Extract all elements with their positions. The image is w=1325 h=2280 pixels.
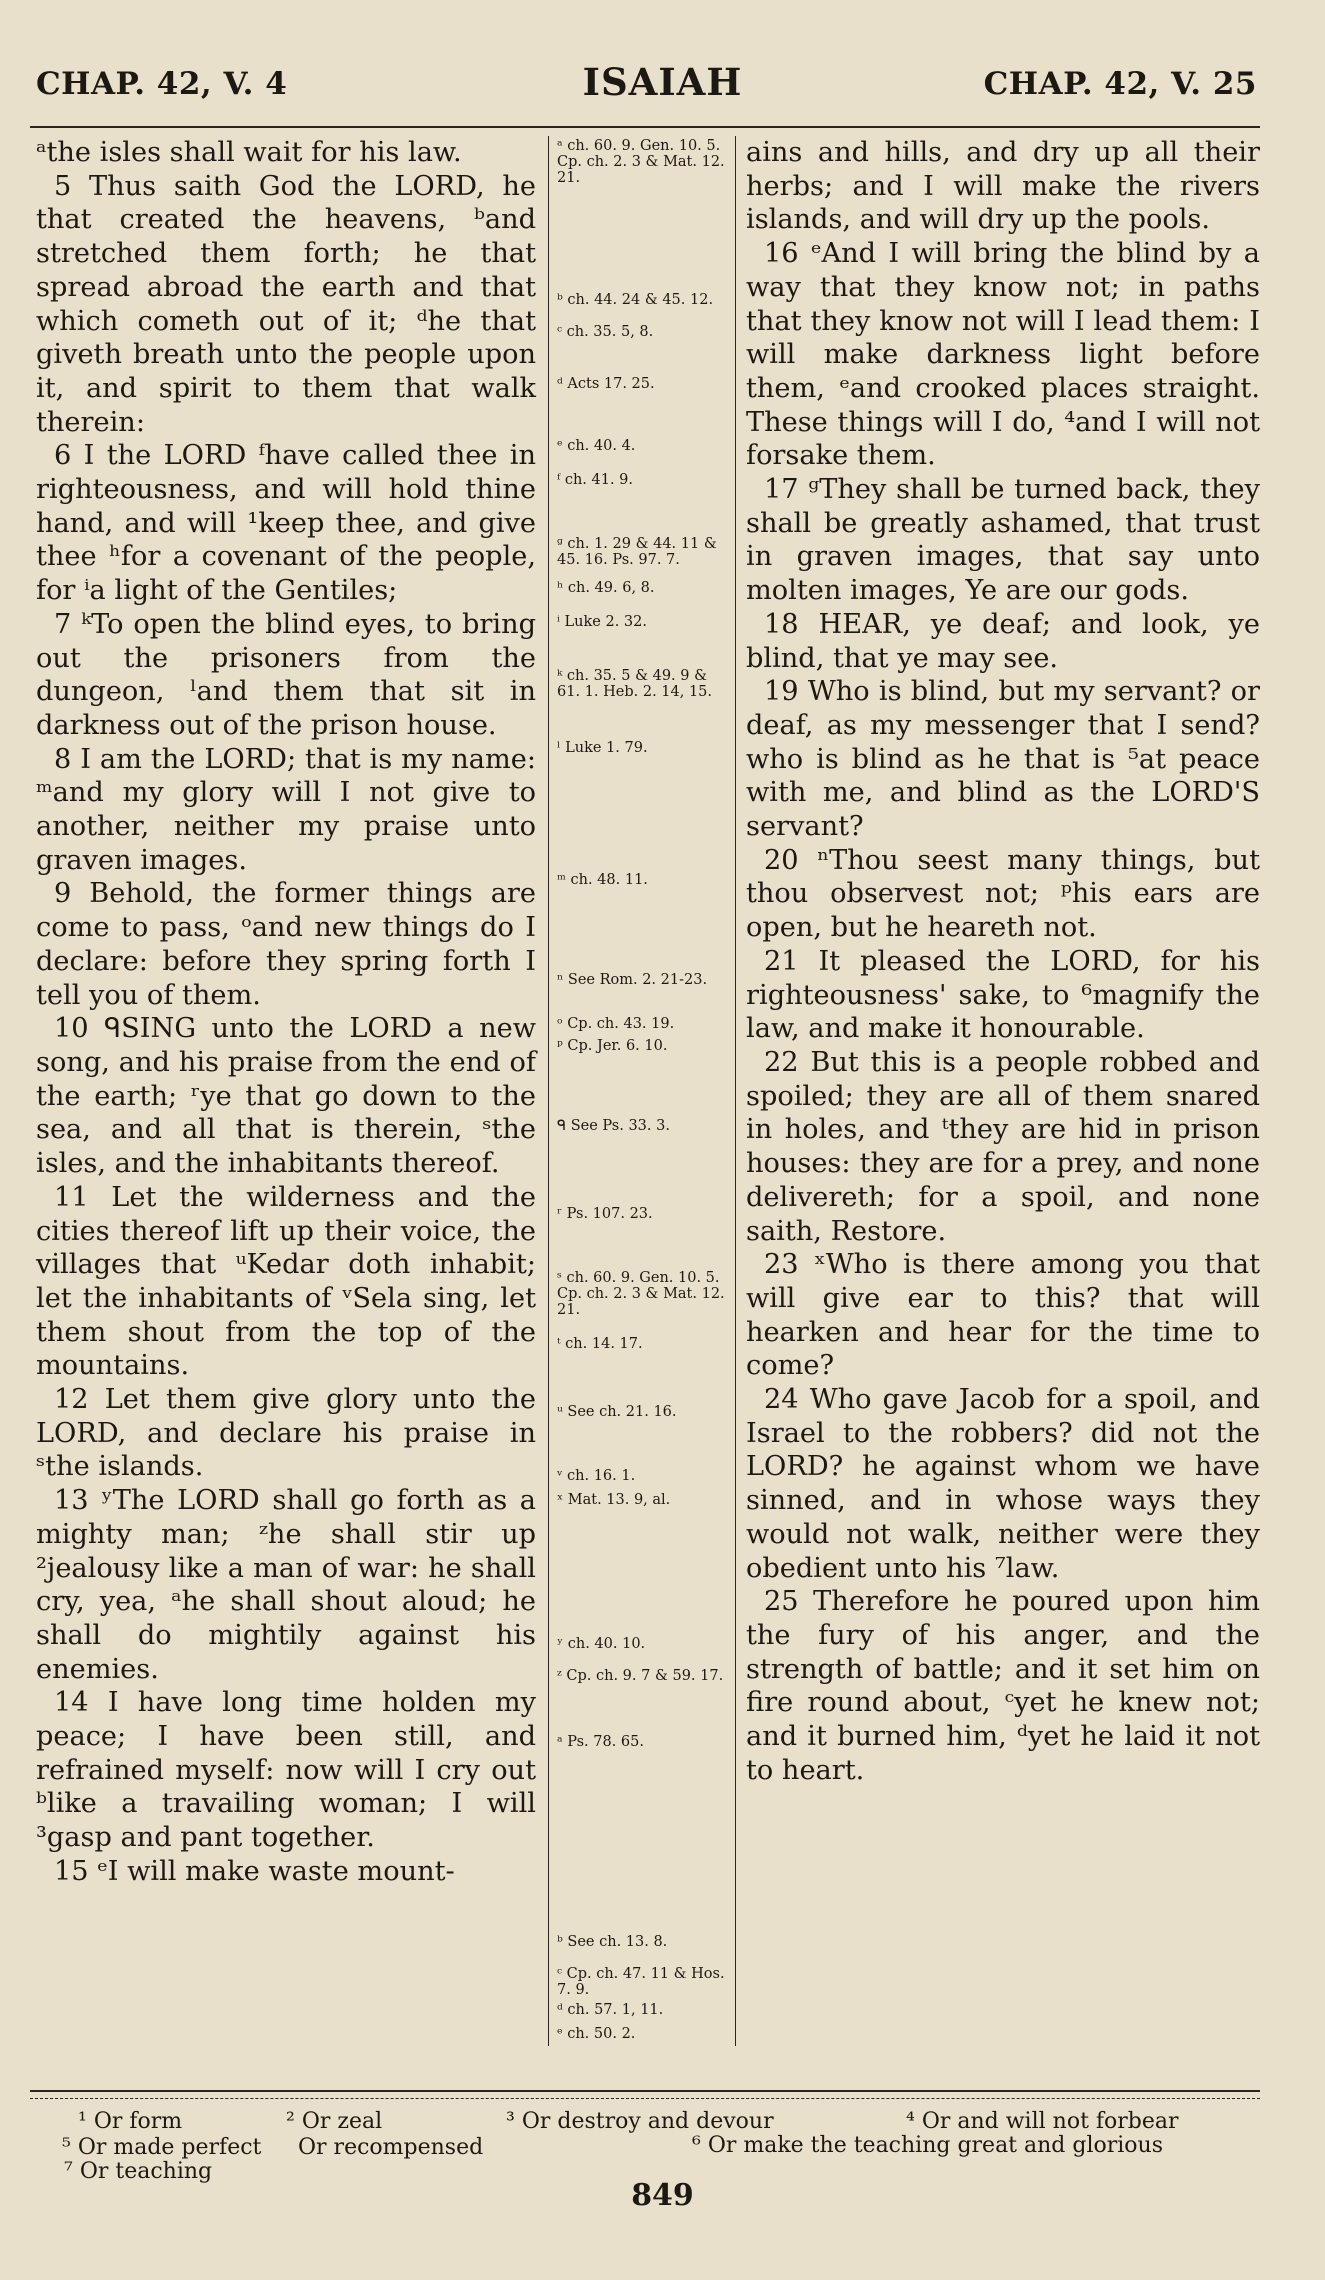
running-head-right: CHAP. 42, V. 25 xyxy=(983,66,1257,102)
verse-10: 10 ᑫSING unto the LORD a new song, and his praise from the end of the earth; ʳye that go down to the sea, and all that is therein, ˢthe isles, and the inhabitants thereof. xyxy=(36,1013,536,1180)
ref-d: ᵈ Acts 17. 25. xyxy=(557,376,655,392)
ref-n: ⁿ See Rom. 2. 21-23. xyxy=(557,972,708,988)
ref-z: ᶻ Cp. ch. 9. 7 & 59. 17. xyxy=(557,1668,724,1684)
ref-m: ᵐ ch. 48. 11. xyxy=(557,872,648,888)
verse-21: 21 It pleased the LORD, for his righteousness' sake, to ⁶magnify the law, and make it honourable. xyxy=(746,945,1260,1045)
verse-5: 5 Thus saith God the LORD, he that created the heavens, ᵇand stretched them forth; he that spread abroad the earth and that which cometh out of it; ᵈhe that giveth breath unto the people upon it, and spirit to them that walk therein: xyxy=(36,170,536,438)
verse-15-cont: ains and hills, and dry up all their herbs; and I will make the rivers islands, and will dry up the pools. xyxy=(746,137,1260,236)
footnote-5b: Or recompensed xyxy=(298,2135,484,2160)
verse-24: 24 Who gave Jacob for a spoil, and Israel to the robbers? did not the LORD? he against whom we have sinned, and in whose ways they would not walk, neither were they obedient unto his ⁷law. xyxy=(746,1384,1260,1584)
ref-a2: ᵃ Ps. 78. 65. xyxy=(557,1734,644,1750)
ref-o: ᵒ Cp. ch. 43. 19. xyxy=(557,1016,675,1032)
ref-y: ʸ ch. 40. 10. xyxy=(557,1636,646,1652)
ref-s: ˢ ch. 60. 9. Gen. 10. 5. Cp. ch. 2. 3 & Mat. 12. 21. xyxy=(557,1270,725,1318)
ref-f: ᶠ ch. 41. 9. xyxy=(557,472,634,488)
running-head-left: CHAP. 42, V. 4 xyxy=(36,66,288,102)
book-title: ISAIAH xyxy=(582,60,743,104)
verse-11: 11 Let the wilderness and the cities thereof lift up their voice, the villages that ᵘKedar doth inhabit; let the inhabitants of ᵛSela sing, let them shout from the top of the mountains. xyxy=(36,1181,536,1382)
verse-8: 8 I am the LORD; that is my name: ᵐand my glory will I not give to another, neither my praise unto graven images. xyxy=(36,743,536,876)
verse-9: 9 Behold, the former things are come to pass, ᵒand new things do I declare: before they spring forth I tell you of them. xyxy=(36,878,536,1011)
verse-18: 18 HEAR, ye deaf; and look, ye blind, that ye may see. xyxy=(746,608,1260,674)
ref-h: ʰ ch. 49. 6, 8. xyxy=(557,580,655,596)
cross-reference-column xyxy=(548,136,736,2046)
ref-a: ᵃ ch. 60. 9. Gen. 10. 5. Cp. ch. 2. 3 & Mat. 12. 21. xyxy=(557,138,725,186)
verse-7: 7 ᵏTo open the blind eyes, to bring out the prisoners from the dungeon, ˡand them that sit in darkness out of the prison house. xyxy=(36,608,536,741)
verse-22: 22 But this is a people robbed and spoiled; they are all of them snared in holes, and ᵗthey are hid in prison houses: they are for a prey, and none delivereth; for a spoil, and none saith, Restore. xyxy=(746,1046,1260,1247)
ref-p: ᵖ Cp. Jer. 6. 10. xyxy=(557,1038,668,1054)
ref-v: ᵛ ch. 16. 1. xyxy=(557,1468,636,1484)
verse-4-cont: ᵃthe isles shall wait for his law. xyxy=(36,137,462,168)
verse-16: 16 ᵉAnd I will bring the blind by a way that they know not; in paths that they know not will I lead them: I will make darkness light before them, ᵉand crooked places straight. These things will I do, ⁴and I will not forsake them. xyxy=(746,238,1260,472)
ref-q: ᑫ See Ps. 33. 3. xyxy=(557,1118,670,1134)
footnote-5: ⁵ Or made perfect xyxy=(62,2135,262,2160)
footnote-2: ² Or zeal xyxy=(286,2109,383,2134)
footnote-6: ⁶ Or make the teaching great and glorious xyxy=(692,2133,1164,2158)
page-number: 849 xyxy=(631,2178,694,2213)
ref-c2: ᶜ Cp. ch. 47. 11 & Hos. 7. 9. xyxy=(557,1966,725,1998)
verse-14: 14 I have long time holden my peace; I have been still, and refrained myself: now will I cry out ᵇlike a travailing woman; I will ³gasp and pant together. xyxy=(36,1687,536,1854)
verse-6: 6 I the LORD ᶠhave called thee in righteousness, and will hold thine hand, and will ¹keep thee, and give thee ʰfor a covenant of the people, for ⁱa light of the Gentiles; xyxy=(36,440,536,607)
ref-b2: ᵇ See ch. 13. 8. xyxy=(557,1934,668,1950)
footnote-7: ⁷ Or teaching xyxy=(64,2159,213,2184)
verse-20: 20 ⁿThou seest many things, but thou observest not; ᵖhis ears are open, but he heareth not. xyxy=(746,844,1260,944)
ref-r: ʳ Ps. 107. 23. xyxy=(557,1206,653,1222)
ref-g: ᵍ ch. 1. 29 & 44. 11 & 45. 16. Ps. 97. 7. xyxy=(557,536,717,568)
footnote-rule xyxy=(30,2090,1260,2092)
ref-l: ˡ Luke 1. 79. xyxy=(557,740,648,756)
ref-i: ⁱ Luke 2. 32. xyxy=(557,614,647,630)
ref-t: ᵗ ch. 14. 17. xyxy=(557,1336,643,1352)
ref-d2: ᵈ ch. 57. 1, 11. xyxy=(557,2002,664,2018)
verse-25: 25 Therefore he poured upon him the fury of his anger, and the strength of battle; and it set him on fire round about, ᶜyet he knew not; and it burned him, ᵈyet he laid it not to heart. xyxy=(746,1586,1260,1786)
footnote-1: ¹ Or form xyxy=(78,2109,183,2134)
verse-17: 17 ᵍThey shall be turned back, they shall be greatly ashamed, that trust in graven images, that say unto molten images, Ye are our gods. xyxy=(746,474,1260,607)
ref-k: ᵏ ch. 35. 5 & 49. 9 & 61. 1. Heb. 2. 14, 15. xyxy=(557,668,713,700)
ref-u: ᵘ See ch. 21. 16. xyxy=(557,1404,677,1420)
left-text-column xyxy=(36,136,536,1889)
ref-x: ˣ Mat. 13. 9, al. xyxy=(557,1492,671,1508)
ref-e2: ᵉ ch. 50. 2. xyxy=(557,2026,636,2042)
verse-23: 23 ˣWho is there among you that will give ear to this? that will hearken and hear for the time to come? xyxy=(746,1249,1260,1382)
verse-15: 15 ᵉI will make waste mount- xyxy=(54,1855,455,1887)
footnote-4: ⁴ Or and will not forbear xyxy=(906,2109,1179,2134)
right-text-column xyxy=(746,136,1260,1787)
ref-b: ᵇ ch. 44. 24 & 45. 12. xyxy=(557,292,714,308)
verse-12: 12 Let them give glory unto the LORD, and declare his praise in ˢthe islands. xyxy=(36,1384,536,1483)
ref-c: ᶜ ch. 35. 5, 8. xyxy=(557,324,654,340)
footnote-rule-dotted xyxy=(30,2098,1260,2099)
verse-19: 19 Who is blind, but my servant? or deaf, as my messenger that I send? who is blind as he that is ⁵at peace with me, and blind as the LORD'S servant? xyxy=(746,676,1260,843)
footnote-3: ³ Or destroy and devour xyxy=(506,2109,774,2134)
verse-13: 13 ʸThe LORD shall go forth as a mighty man; ᶻhe shall stir up ²jealousy like a man of war: he shall cry, yea, ᵃhe shall shout aloud; he shall do mightily against his enemies. xyxy=(36,1485,536,1685)
header-rule xyxy=(30,126,1260,128)
ref-e: ᵉ ch. 40. 4. xyxy=(557,438,636,454)
